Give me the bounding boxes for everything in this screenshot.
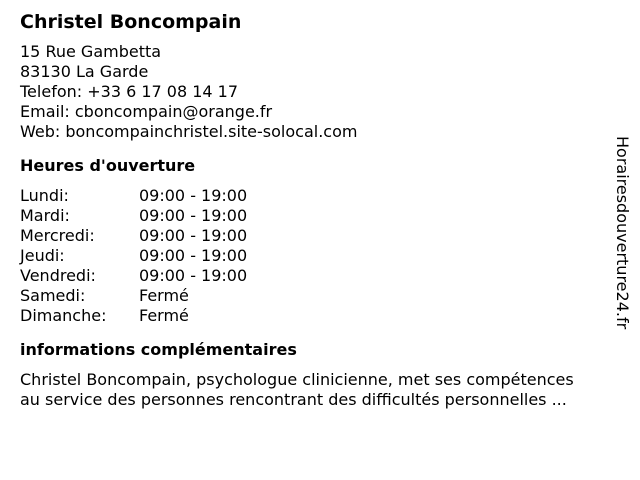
day-hours: 09:00 - 19:00 xyxy=(139,186,248,205)
phone-number: Telefon: +33 6 17 08 14 17 xyxy=(20,82,239,101)
day-hours: Fermé xyxy=(139,286,189,305)
hours-row-dimanche xyxy=(20,306,610,326)
day-label: Mardi: xyxy=(20,206,70,225)
hours-row-vendredi xyxy=(20,266,610,286)
day-hours: 09:00 - 19:00 xyxy=(139,226,248,245)
day-label: Dimanche: xyxy=(20,306,107,325)
hours-row-jeudi xyxy=(20,246,610,266)
day-hours: 09:00 - 19:00 xyxy=(139,246,248,265)
additional-info-text xyxy=(20,370,610,410)
day-label: Samedi: xyxy=(20,286,86,305)
hours-row-mercredi xyxy=(20,226,610,246)
hours-row-mardi xyxy=(20,206,610,226)
description-line: au service des personnes rencontrant des difficultés personnelles ... xyxy=(20,390,567,409)
business-name: Christel Boncompain xyxy=(20,11,242,33)
address-city: 83130 La Garde xyxy=(20,62,149,81)
hours-row-lundi xyxy=(20,186,610,206)
day-hours: Fermé xyxy=(139,306,189,325)
website: Web: boncompainchristel.site-solocal.com xyxy=(20,122,358,141)
site-watermark: Horairesdouverture24.fr xyxy=(613,136,632,330)
opening-hours-list xyxy=(20,186,610,326)
day-hours: 09:00 - 19:00 xyxy=(139,266,248,285)
day-hours: 09:00 - 19:00 xyxy=(139,206,248,225)
day-label: Mercredi: xyxy=(20,226,95,245)
hours-row-samedi xyxy=(20,286,610,306)
opening-hours-heading: Heures d'ouverture xyxy=(20,156,196,175)
email-address: Email: cboncompain@orange.fr xyxy=(20,102,273,121)
business-card xyxy=(20,10,610,410)
additional-info-heading: informations complémentaires xyxy=(20,340,297,359)
day-label: Vendredi: xyxy=(20,266,96,285)
day-label: Jeudi: xyxy=(20,246,65,265)
description-line: Christel Boncompain, psychologue clinicienne, met ses compétences xyxy=(20,370,574,389)
address-street: 15 Rue Gambetta xyxy=(20,42,162,61)
day-label: Lundi: xyxy=(20,186,69,205)
